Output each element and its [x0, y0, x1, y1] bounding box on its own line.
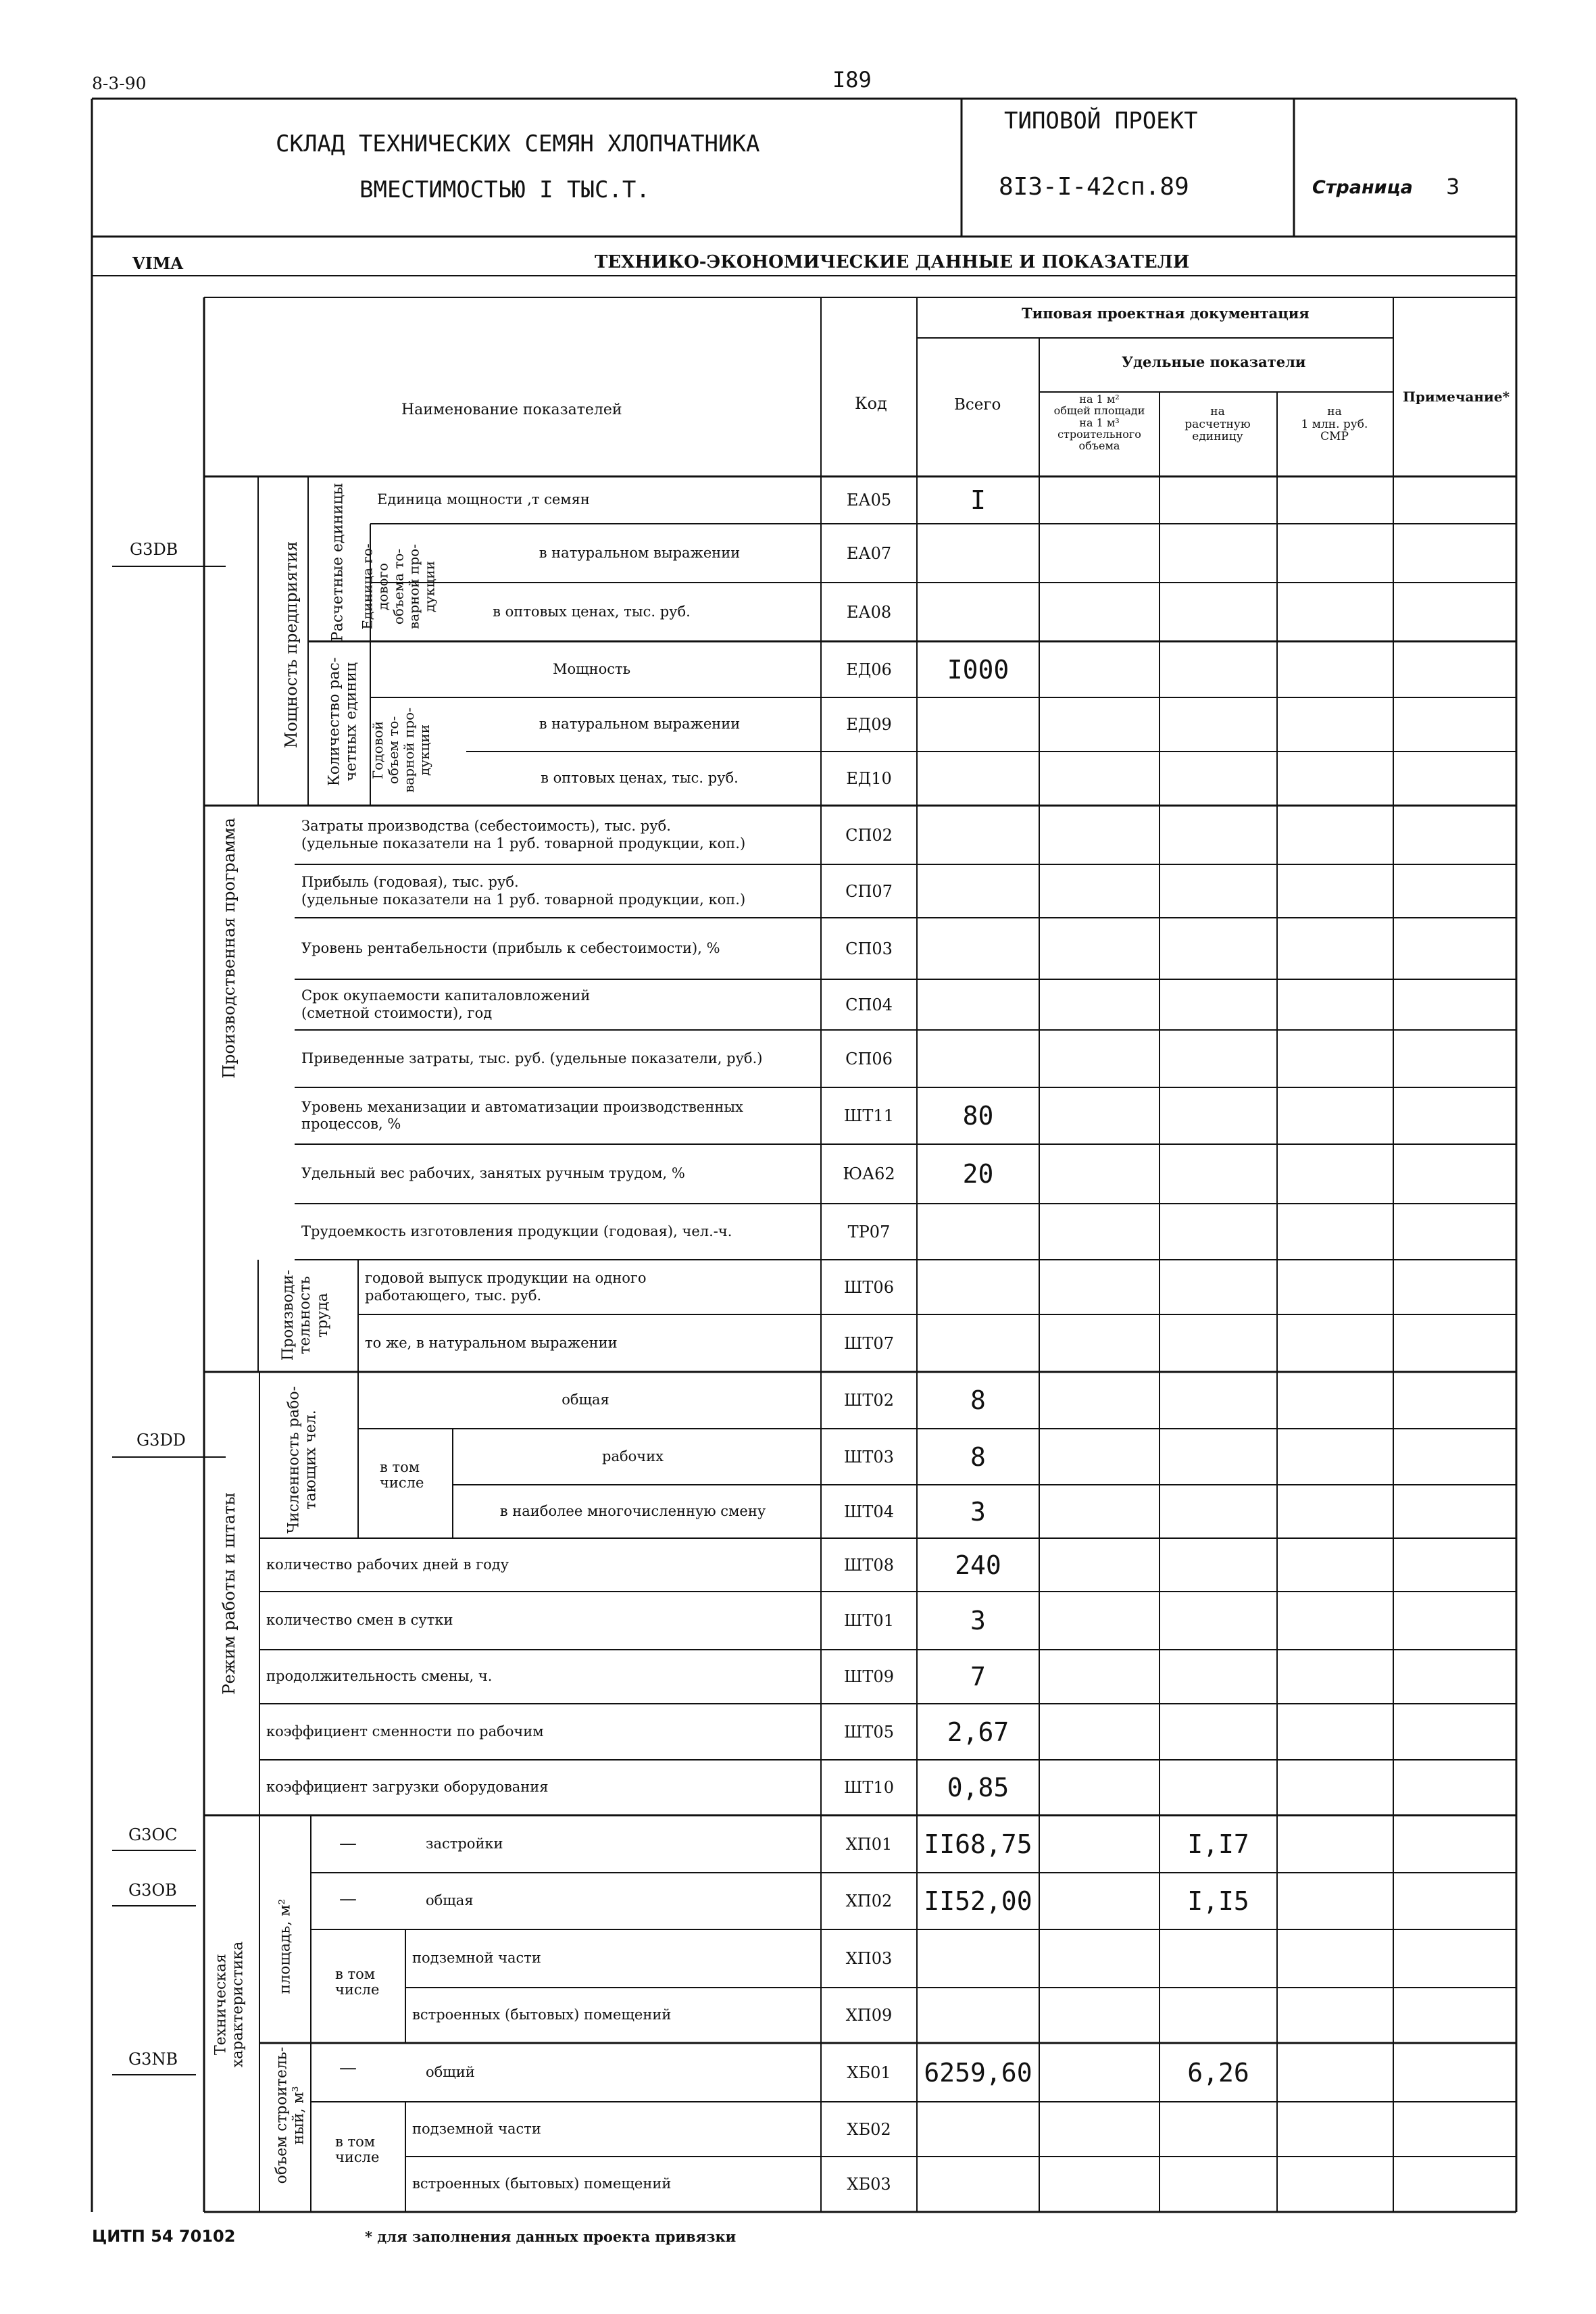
row-per-unit — [1159, 918, 1277, 979]
col-group-header: Типовая проектная документация — [1022, 305, 1310, 322]
row-label-line: (удельные показатели на 1 руб. товарной продукции, коп.) — [301, 835, 746, 852]
row-code: ХБ02 — [847, 2119, 891, 2139]
row-label-line: Уровень механизации и автоматизации производственных — [301, 1098, 743, 1115]
group-production: Производственная программа — [220, 818, 239, 1079]
doc-ref: 8-3-90 — [92, 74, 147, 93]
row-per-unit — [1159, 752, 1277, 806]
row-label — [412, 1929, 813, 1988]
row-total: 3 — [970, 1496, 986, 1527]
table-row — [0, 2043, 1596, 2102]
row-label — [266, 1704, 813, 1760]
row-label-line: коэффициент загрузки оборудования — [266, 1779, 549, 1796]
row-per-unit: I,I5 — [1187, 1886, 1249, 1916]
col-name-header: Наименование показателей — [401, 401, 622, 418]
row-total — [917, 2157, 1039, 2212]
row-total — [917, 806, 1039, 864]
row-code: ЕД10 — [846, 769, 892, 788]
col-specific-header: Удельные показатели — [1122, 353, 1306, 370]
margin-code: G3OC — [128, 1825, 178, 1844]
group-volume: объем строитель- ный, м³ — [273, 2046, 307, 2184]
table-row — [0, 752, 1596, 806]
row-label — [453, 1429, 813, 1485]
margin-code: G3DB — [130, 540, 178, 559]
row-total — [917, 524, 1039, 583]
row-per-unit — [1159, 806, 1277, 864]
footer-code: ЦИТП 54 70102 — [92, 2227, 236, 2246]
col-per-mln-header: на 1 млн. руб. СМР — [1301, 405, 1368, 444]
row-per-unit — [1159, 979, 1277, 1030]
row-code: СП03 — [845, 939, 893, 958]
row-total — [917, 1030, 1039, 1087]
row-label-line: то же, в натуральном выражении — [365, 1334, 618, 1351]
row-label-line: Приведенные затраты, тыс. руб. (удельные показатели, руб.) — [301, 1050, 763, 1066]
col-code-header: Код — [855, 394, 887, 413]
table-row — [0, 1485, 1596, 1538]
row-label-line: Уровень рентабельности (прибыль к себестоимости), % — [301, 939, 720, 956]
row-label — [370, 583, 813, 641]
row-code: ХП02 — [845, 1892, 893, 1911]
table-row — [0, 641, 1596, 697]
group-area: площадь, м² — [276, 1898, 294, 1994]
page-number: I89 — [832, 67, 872, 93]
table-row — [0, 918, 1596, 979]
row-label — [453, 1485, 813, 1538]
row-label — [301, 1030, 813, 1087]
row-per-unit — [1159, 1260, 1277, 1314]
row-code: ШТ09 — [844, 1667, 894, 1686]
row-total: 2,67 — [947, 1717, 1009, 1747]
col-total-header: Всего — [954, 396, 1001, 414]
row-label-line: в оптовых ценах, тыс. руб. — [541, 770, 739, 787]
row-label — [301, 1144, 813, 1204]
table-row — [0, 2157, 1596, 2212]
row-label — [466, 697, 813, 752]
group-qty-units: Количество рас- четных единиц — [326, 657, 360, 787]
row-total: 80 — [962, 1101, 994, 1131]
row-code: СП04 — [845, 995, 893, 1014]
row-per-unit — [1159, 1144, 1277, 1204]
row-label — [412, 1988, 813, 2043]
row-total: 6259,60 — [924, 2057, 1032, 2088]
row-label-line: общая — [426, 1892, 474, 1909]
row-total: I000 — [947, 654, 1009, 685]
row-code: ШТ04 — [844, 1502, 894, 1521]
row-code: ШТ07 — [844, 1333, 894, 1353]
table-row — [0, 1260, 1596, 1314]
row-code: ЕА07 — [846, 543, 892, 563]
row-label-line: Единица мощности ,т семян — [377, 491, 590, 508]
page-value: 3 — [1446, 174, 1460, 199]
group-headcount: Численность рабо- тающих чел. — [285, 1385, 320, 1534]
row-total — [917, 1988, 1039, 2043]
row-code: ШТ03 — [844, 1447, 894, 1467]
row-per-unit — [1159, 476, 1277, 524]
col-per-unit-header: на расчетную единицу — [1184, 405, 1251, 444]
incl-label: в том числе — [380, 1459, 424, 1492]
row-per-unit — [1159, 1087, 1277, 1144]
row-label-line: общий — [426, 2063, 475, 2080]
row-total: 8 — [970, 1442, 986, 1472]
row-code: ШТ05 — [844, 1722, 894, 1742]
row-per-unit — [1159, 1929, 1277, 1988]
row-label — [365, 1260, 813, 1314]
row-per-unit — [1159, 1760, 1277, 1815]
row-label — [301, 1204, 813, 1260]
row-label-line: застройки — [426, 1835, 503, 1852]
row-label-line: процессов, % — [301, 1116, 401, 1132]
row-per-unit — [1159, 1485, 1277, 1538]
row-label-line: (сметной стоимости), год — [301, 1004, 493, 1021]
row-code: ШТ10 — [844, 1778, 894, 1797]
row-code: ЮА62 — [843, 1164, 895, 1183]
row-per-unit: I,I7 — [1187, 1829, 1249, 1859]
table-row — [0, 476, 1596, 524]
section-code: VIMA — [132, 253, 184, 273]
row-code: СП02 — [845, 825, 893, 845]
row-per-unit — [1159, 2102, 1277, 2157]
project-label: ТИПОВОЙ ПРОЕКТ — [1004, 107, 1198, 134]
row-label — [266, 1650, 813, 1704]
table-row — [0, 1650, 1596, 1704]
row-label — [466, 752, 813, 806]
row-code: ХБ01 — [847, 2063, 891, 2082]
title-line-2: ВМЕСТИМОСТЬЮ I ТЫС.Т. — [359, 176, 650, 203]
table-row — [0, 583, 1596, 641]
row-label — [412, 2157, 813, 2212]
row-total — [917, 697, 1039, 752]
row-code: ШТ01 — [844, 1611, 894, 1630]
row-label-line: (удельные показатели на 1 руб. товарной продукции, коп.) — [301, 891, 746, 908]
table-row — [0, 1087, 1596, 1144]
row-per-unit — [1159, 524, 1277, 583]
row-label-line: Прибыль (годовая), тыс. руб. — [301, 874, 519, 891]
row-label-line: в оптовых ценах, тыс. руб. — [493, 603, 691, 620]
row-total — [917, 1929, 1039, 1988]
row-per-unit — [1159, 1314, 1277, 1372]
row-per-unit — [1159, 1650, 1277, 1704]
row-code: ХП03 — [845, 1949, 893, 1968]
incl-label: в том числе — [335, 2134, 380, 2166]
table-row — [0, 1429, 1596, 1485]
row-code: ЕА08 — [846, 602, 892, 622]
table-row — [0, 697, 1596, 752]
group-unit-annual: Единица го- дового объема то- варной про- дукции — [359, 543, 438, 630]
row-per-unit — [1159, 1592, 1277, 1650]
row-code: ШТ11 — [844, 1106, 894, 1125]
row-total — [917, 1204, 1039, 1260]
group-calc-units: Расчетные единицы — [329, 483, 347, 642]
table-row — [0, 864, 1596, 918]
table-row — [0, 1538, 1596, 1592]
row-total — [917, 918, 1039, 979]
section-title: ТЕХНИКО-ЭКОНОМИЧЕСКИЕ ДАННЫЕ И ПОКАЗАТЕЛИ — [595, 252, 1190, 272]
margin-code: G3OB — [128, 1881, 177, 1900]
row-per-unit — [1159, 1704, 1277, 1760]
row-total: 7 — [970, 1662, 986, 1692]
row-per-unit — [1159, 1538, 1277, 1592]
row-total — [917, 864, 1039, 918]
row-per-unit — [1159, 583, 1277, 641]
row-label-line: Трудоемкость изготовления продукции (годовая), чел.-ч. — [301, 1223, 732, 1239]
row-code: ЕА05 — [846, 491, 892, 510]
row-total: 0,85 — [947, 1773, 1009, 1802]
row-total — [917, 979, 1039, 1030]
row-per-unit — [1159, 641, 1277, 697]
row-code: СП07 — [845, 881, 893, 901]
table-row — [0, 1873, 1596, 1929]
incl-label: в том числе — [335, 1966, 380, 1998]
footnote: * для заполнения данных проекта привязки — [365, 2228, 737, 2245]
table-row — [0, 1704, 1596, 1760]
row-label — [266, 1538, 813, 1592]
table-row — [0, 1314, 1596, 1372]
table-row — [0, 524, 1596, 583]
row-per-unit — [1159, 1372, 1277, 1429]
row-label — [358, 1372, 813, 1429]
row-label-line: Затраты производства (себестоимость), тыс. руб. — [301, 818, 671, 835]
row-label-line: годовой выпуск продукции на одного — [365, 1270, 647, 1287]
row-total: 8 — [970, 1385, 986, 1415]
row-label — [301, 864, 813, 918]
table-row — [0, 2102, 1596, 2157]
row-label-line: подземной части — [412, 1950, 541, 1967]
margin-code: G3DD — [136, 1431, 186, 1450]
row-total — [917, 752, 1039, 806]
margin-code: G3NB — [128, 2050, 178, 2069]
row-total: I — [970, 485, 986, 515]
row-label-line: в натуральном выражении — [539, 544, 741, 561]
row-label — [266, 1760, 813, 1815]
row-code: ШТ06 — [844, 1277, 894, 1297]
row-label — [370, 641, 813, 697]
table-row — [0, 1760, 1596, 1815]
row-label — [466, 524, 813, 583]
row-per-unit — [1159, 1429, 1277, 1485]
row-label — [301, 979, 813, 1030]
row-code: ЕД06 — [846, 660, 892, 679]
group-tech: Техническая характеристика — [212, 1941, 247, 2068]
row-label — [301, 918, 813, 979]
col-per-m2-header: на 1 м² общей площади на 1 м³ строительного объема — [1053, 393, 1145, 453]
row-per-unit — [1159, 2157, 1277, 2212]
row-label — [301, 806, 813, 864]
row-code: СП06 — [845, 1049, 893, 1068]
row-code: ЕД09 — [846, 715, 892, 734]
table-row — [0, 1204, 1596, 1260]
row-label-line: количество рабочих дней в году — [266, 1556, 509, 1573]
row-label-line: Удельный вес рабочих, занятых ручным трудом, % — [301, 1165, 685, 1182]
row-total — [917, 1260, 1039, 1314]
row-label — [377, 476, 813, 524]
row-label-line: встроенных (бытовых) помещений — [412, 2175, 672, 2192]
table-row — [0, 1988, 1596, 2043]
group-annual-volume: Годовой объем то- варной про- дукции — [370, 708, 432, 793]
row-label-line: коэффициент сменности по рабочим — [266, 1723, 544, 1740]
group-capacity: Мощность предприятия — [282, 541, 301, 749]
group-mode: Режим работы и штаты — [220, 1492, 239, 1695]
row-label-line: в натуральном выражении — [539, 716, 741, 733]
row-per-unit — [1159, 697, 1277, 752]
row-per-unit: 6,26 — [1187, 2057, 1249, 2088]
row-total: II52,00 — [924, 1886, 1032, 1916]
table-row — [0, 1030, 1596, 1087]
table-row — [0, 1592, 1596, 1650]
dash-mark: — — [339, 2058, 357, 2078]
row-label-line: общая — [562, 1392, 609, 1408]
row-label-line: Срок окупаемости капиталовложений — [301, 987, 591, 1004]
row-total: 240 — [955, 1550, 1001, 1580]
row-total: 20 — [962, 1159, 994, 1189]
row-label — [301, 1087, 813, 1144]
row-per-unit — [1159, 1204, 1277, 1260]
row-label-line: рабочих — [602, 1448, 664, 1464]
row-label-line: Мощность — [552, 660, 631, 677]
row-label-line: в наиболее многочисленную смену — [499, 1502, 766, 1519]
row-label — [266, 1592, 813, 1650]
row-total: 3 — [970, 1606, 986, 1635]
project-number: 8I3-I-42сп.89 — [999, 173, 1189, 201]
row-total — [917, 2102, 1039, 2157]
row-label-line: встроенных (бытовых) помещений — [412, 2007, 672, 2023]
table-row — [0, 1144, 1596, 1204]
col-note-header: Примечание* — [1403, 389, 1510, 405]
row-label-line: количество смен в сутки — [266, 1612, 453, 1629]
table-row — [0, 806, 1596, 864]
row-code: ХБ03 — [847, 2175, 891, 2194]
row-per-unit — [1159, 864, 1277, 918]
row-code: ТР07 — [847, 1222, 891, 1241]
row-label — [412, 2102, 813, 2157]
group-productivity: Производи- тельность труда — [280, 1269, 331, 1361]
row-label-line: подземной части — [412, 2120, 541, 2137]
row-per-unit — [1159, 1988, 1277, 2043]
row-total — [917, 583, 1039, 641]
dash-mark: — — [339, 1889, 357, 1909]
table-row — [0, 979, 1596, 1030]
row-label-line: продолжительность смены, ч. — [266, 1668, 493, 1685]
row-code: ХП09 — [845, 2006, 893, 2025]
row-code: ШТ08 — [844, 1555, 894, 1575]
row-total: II68,75 — [924, 1829, 1032, 1859]
dash-mark: — — [339, 1833, 357, 1854]
row-code: ХП01 — [845, 1834, 893, 1854]
row-label-line: работающего, тыс. руб. — [365, 1287, 542, 1304]
row-code: ШТ02 — [844, 1391, 894, 1410]
row-per-unit — [1159, 1030, 1277, 1087]
row-label — [365, 1314, 813, 1372]
table-row — [0, 1372, 1596, 1429]
table-row — [0, 1929, 1596, 1988]
table-row — [0, 1815, 1596, 1873]
row-total — [917, 1314, 1039, 1372]
page-label: Страница — [1312, 177, 1413, 198]
title-line-1: СКЛАД ТЕХНИЧЕСКИХ СЕМЯН ХЛОПЧАТНИКА — [276, 130, 760, 157]
